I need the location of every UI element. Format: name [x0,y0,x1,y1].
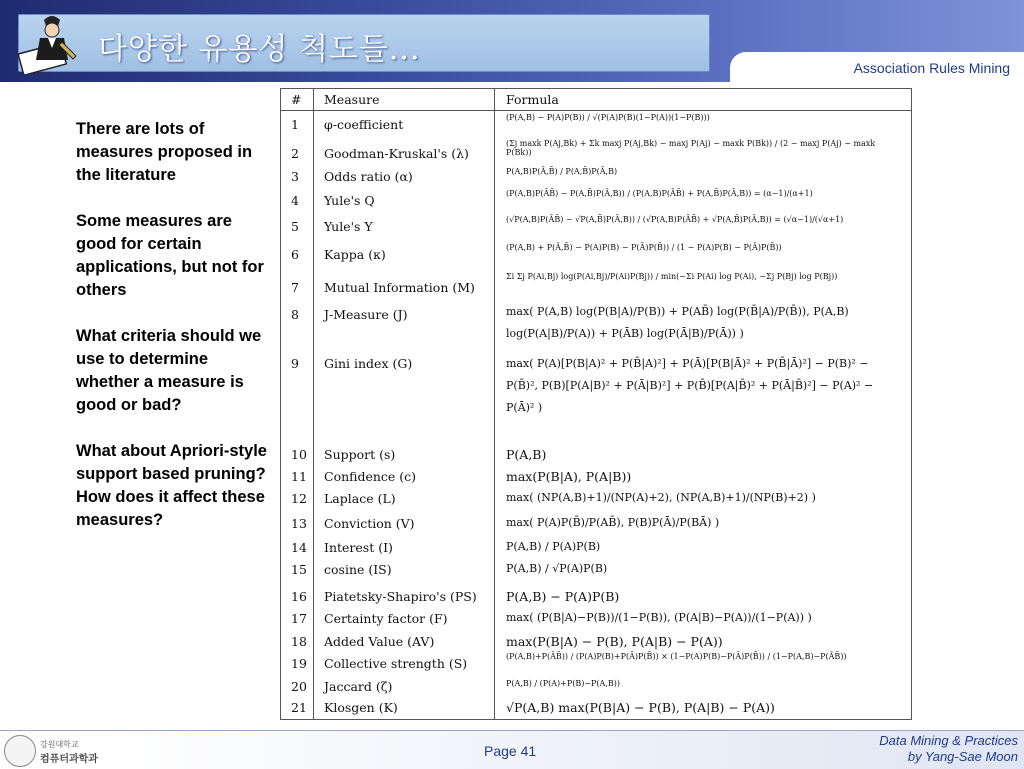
row-num: 3 [291,169,299,184]
person-reading-icon [18,8,82,74]
header-formula: Formula [506,92,559,107]
row-measure: Odds ratio (α) [324,169,413,184]
row-measure: Certainty factor (F) [324,611,448,626]
row-num: 2 [291,146,299,161]
row-formula: max( P(A)[P(B|A)² + P(B̄|A)²] + P(Ā)[P(B|Ā)² + P(B̄|Ā)²] − P(B)² − P(B̄)², P(B)[P(A|B)² + P(Ā|B)²] + P(B̄)[P(A|B̄)² + P(Ā|B̄)²] − P(A)² − P(Ā)² ) [506,357,874,414]
section-tag: Association Rules Mining [853,60,1010,76]
row-measure: Added Value (AV) [324,634,435,649]
row-measure: Collective strength (S) [324,656,468,671]
row-num: 21 [291,700,307,715]
row-measure: Confidence (c) [324,469,417,484]
row-formula: max(P(B|A) − P(B), P(A|B) − P(A)) [506,634,723,649]
row-formula: P(A,B)P(Ā,B̄) / P(A,B̄)P(Ā,B) [506,167,618,176]
page-title: 다양한 유용성 척도들... [98,32,421,67]
row-num: 18 [291,634,307,649]
row-num: 13 [291,516,307,531]
row-measure: Yule's Y [324,219,373,234]
row-formula: P(A,B) / √P(A)P(B) [506,562,608,575]
row-formula: P(A,B) / P(A)P(B) [506,540,601,553]
footer-credit-author: by Yang-Sae Moon [907,749,1018,764]
paragraph-2: Some measures are good for certain applications, but not for others [76,212,264,299]
column-divider [313,89,314,719]
row-measure: Gini index (G) [324,356,413,371]
row-measure: Goodman-Kruskal's (λ) [324,146,469,161]
section-tab [730,52,1024,86]
row-num: 20 [291,679,307,694]
row-measure: Conviction (V) [324,516,415,531]
footer-org-line1: 강원대학교 [40,740,79,749]
row-num: 17 [291,611,307,626]
university-seal-icon [4,735,36,767]
measures-table [280,88,912,720]
row-measure: Support (s) [324,447,396,462]
row-measure: Jaccard (ζ) [324,679,393,694]
row-formula: (Σj maxk P(Aj,Bk) + Σk maxj P(Aj,Bk) − maxj P(Aj) − maxk P(Bk)) / (2 − maxj P(Aj) − maxk P(Bk)) [506,139,876,157]
row-num: 15 [291,562,307,577]
row-measure: Kappa (κ) [324,247,386,262]
row-measure: Klosgen (K) [324,700,398,715]
footer-credit-course: Data Mining & Practices [879,733,1018,748]
row-num: 9 [291,356,299,371]
row-formula: (P(A,B) + P(Ā,B̄) − P(A)P(B) − P(Ā)P(B̄)) / (1 − P(A)P(B) − P(Ā)P(B̄)) [506,243,782,252]
row-formula: max( (P(B|A)−P(B))/(1−P(B)), (P(A|B)−P(A))/(1−P(A)) ) [506,611,812,624]
row-measure: Mutual Information (M) [324,280,475,295]
row-num: 10 [291,447,307,462]
row-measure: J-Measure (J) [324,307,408,322]
footer [0,730,1024,769]
row-num: 14 [291,540,307,555]
row-measure: Laplace (L) [324,491,396,506]
row-formula: max( (NP(A,B)+1)/(NP(A)+2), (NP(A,B)+1)/(NP(B)+2) ) [506,491,816,504]
row-formula: max(P(B|A), P(A|B)) [506,469,632,484]
header-num: # [291,92,302,107]
row-formula: (P(A,B) − P(A)P(B)) / √(P(A)P(B)(1−P(A))(1−P(B))) [506,113,710,122]
page-number: Page 41 [484,743,537,759]
column-divider [494,89,495,719]
row-formula: (P(A,B)P(ĀB̄) − P(A,B̄)P(Ā,B)) / (P(A,B)P(ĀB̄) + P(A,B̄)P(Ā,B)) = (α−1)/(α+1) [506,189,813,198]
row-formula: max( P(A)P(B̄)/P(AB̄), P(B)P(Ā)/P(BĀ) ) [506,516,720,529]
left-text-column [76,118,271,555]
row-num: 12 [291,491,307,506]
row-formula: P(A,B) / (P(A)+P(B)−P(A,B)) [506,679,620,688]
row-num: 5 [291,219,299,234]
row-num: 16 [291,589,307,604]
row-num: 6 [291,247,299,262]
row-formula: Σi Σj P(Ai,Bj) log(P(Ai,Bj)/P(Ai)P(Bj)) / min(−Σi P(Ai) log P(Ai), −Σj P(Bj) log P(Bj)) [506,272,838,281]
paragraph-4: What about Apriori-style support based pruning? How does it affect these measures? [76,442,267,529]
row-num: 7 [291,280,299,295]
row-formula: P(A,B) [506,447,547,462]
row-formula: (√P(A,B)P(ĀB̄) − √P(A,B̄)P(Ā,B)) / (√P(A,B)P(ĀB̄) + √P(A,B̄)P(Ā,B)) = (√α−1)/(√α+1) [506,215,844,224]
row-num: 4 [291,193,299,208]
table-header-row [281,89,911,111]
row-measure: Yule's Q [324,193,375,208]
row-measure: cosine (IS) [324,562,392,577]
row-formula: P(A,B) − P(A)P(B) [506,589,620,604]
header-measure: Measure [324,92,380,107]
row-measure: Interest (I) [324,540,393,555]
row-measure: Piatetsky-Shapiro's (PS) [324,589,477,604]
footer-org-line2: 컴퓨터과학과 [40,754,98,765]
row-formula: √P(A,B) max(P(B|A) − P(B), P(A|B) − P(A)) [506,700,775,715]
paragraph-3: What criteria should we use to determine whether a measure is good or bad? [76,327,262,414]
row-formula: max( P(A,B) log(P(B|A)/P(B)) + P(AB̄) log(P(B̄|A)/P(B̄)), P(A,B) log(P(A|B)/P(A)) + P(ĀB) log(P(Ā|B)/P(Ā)) ) [506,305,849,340]
row-num: 11 [291,469,307,484]
row-num: 19 [291,656,307,671]
paragraph-1: There are lots of measures proposed in the literature [76,120,253,184]
row-measure: φ-coefficient [324,117,404,132]
row-num: 8 [291,307,299,322]
row-num: 1 [291,117,299,132]
row-formula: (P(A,B)+P(ĀB̄)) / (P(A)P(B)+P(Ā)P(B̄)) × (1−P(A)P(B)−P(Ā)P(B̄)) / (1−P(A,B)−P(ĀB̄)) [506,652,847,661]
